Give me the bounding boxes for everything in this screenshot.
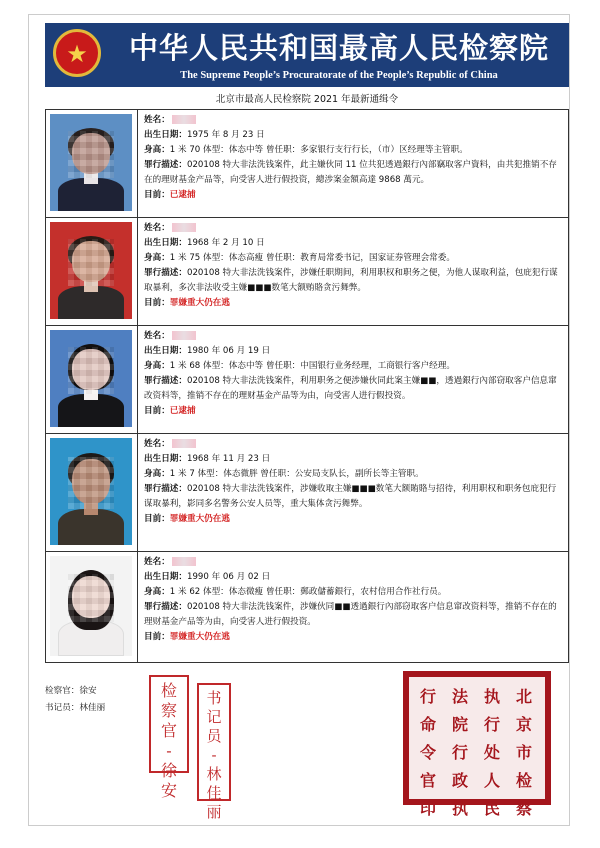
seal-column: 北 京 市 检 察	[515, 687, 532, 818]
body-label: 身高：	[144, 469, 170, 479]
prosecutor-signature-stamp: 检 察 官 - 徐 安	[149, 675, 189, 773]
seal-column: 法 院 行 政 执	[451, 687, 468, 818]
wanted-notice-sheet	[28, 14, 570, 826]
person-photo	[50, 222, 132, 319]
name-label: 姓名：	[144, 557, 170, 567]
header-title: 中华人民共和国最高人民检察院	[128, 31, 549, 65]
national-emblem-icon: ★	[53, 29, 101, 77]
body-description: 1 米 68 体型：体态中等 曾任职：中国银行业务经理，工商银行客户经理。	[169, 361, 455, 371]
status-badge: 已逮捕	[169, 406, 196, 416]
crime-description: 020108 特大非法洗钱案件，利用职务之便涉嫌伙同此案主嫌■■，透過銀行內部窃取客户信息窜改资料等，推销不存在的理财基金产品等为由，向受害人进行假投资。	[144, 376, 557, 401]
seal-column: 行 命 令 官 印	[419, 687, 436, 818]
wanted-table	[45, 109, 569, 663]
birth-date: 1980 年 06 月 19 日	[186, 346, 271, 356]
person-photo	[50, 556, 132, 656]
name-label: 姓名：	[144, 331, 170, 341]
redacted-name	[172, 557, 196, 566]
birth-date: 1968 年 11 月 23 日	[186, 454, 271, 464]
crime-label: 罪行描述：	[144, 602, 187, 612]
crime-description: 020108 特大非法洗钱案件，此主嫌伙同 11 位共犯透過銀行內部竊取客户資料，由共犯推销不存在的理财基金产品等，向受害人进行假投资，總涉案金額高達 9868 萬元。	[144, 160, 557, 185]
redacted-name	[172, 115, 196, 124]
notice-title: 北京市最高人民检察院 2021 年最新通缉令	[215, 94, 399, 105]
name-label: 姓名：	[144, 223, 170, 233]
status-badge: 罪嫌重大仍在逃	[169, 514, 230, 524]
body-description: 1 米 62 体型：体态微瘦 曾任职：郵政儲蓄銀行，农村信用合作社行员。	[169, 587, 447, 597]
birth-label: 出生日期：	[144, 572, 187, 582]
birth-label: 出生日期：	[144, 130, 187, 140]
officials-block	[45, 683, 105, 717]
header-subtitle: The Supreme People’s Procuratorate of the People’s Republic of China	[180, 70, 498, 81]
crime-label: 罪行描述：	[144, 484, 187, 494]
body-description: 1 米 75 体型：体态高瘦 曾任职：教育局常委书记，国家证券管理会常委。	[169, 253, 455, 263]
redacted-name	[172, 439, 196, 448]
body-description: 1 米 7 体型：体态微胖 曾任职：公安局支队长，副所长等主管职。	[169, 469, 424, 479]
clerk-signature-stamp: 书 记 员 - 林 佳 丽	[197, 683, 231, 801]
redacted-name	[172, 223, 196, 232]
crime-label: 罪行描述：	[144, 376, 187, 386]
body-label: 身高：	[144, 361, 170, 371]
crime-description: 020108 特大非法洗钱案件，涉嫌任职期间，利用职权和职务之便，为他人谋取利益，包庇犯行谋取暴利，多次非法收受主嫌■■■数笔大额贿賂贪污舞弊。	[144, 268, 558, 293]
crime-description: 020108 特大非法洗钱案件，涉嫌伙同■■透過銀行內部窃取客户信息窜改资料等，推销不存在的理财基金产品等为由，向受害人进行假投资。	[144, 602, 557, 627]
name-label: 姓名：	[144, 115, 170, 125]
person-photo	[50, 114, 132, 211]
person-row	[46, 552, 568, 662]
birth-label: 出生日期：	[144, 454, 187, 464]
crime-label: 罪行描述：	[144, 160, 187, 170]
clerk-name: 林佳丽	[79, 703, 106, 713]
body-description: 1 米 70 体型：体态中等 曾任职：多家银行支行行长，（市）区经理等主管职。	[169, 145, 468, 155]
name-label: 姓名：	[144, 439, 170, 449]
birth-date: 1975 年 8 月 23 日	[186, 130, 265, 140]
redacted-name	[172, 331, 196, 340]
birth-date: 1968 年 2 月 10 日	[186, 238, 265, 248]
body-label: 身高：	[144, 145, 170, 155]
person-photo	[50, 438, 132, 545]
status-label: 目前：	[144, 406, 170, 416]
status-badge: 已逮捕	[169, 190, 196, 200]
person-row	[46, 326, 568, 434]
seal-column: 执 行 处 人 民	[483, 687, 500, 818]
clerk-label: 书记员：	[45, 703, 80, 713]
birth-label: 出生日期：	[144, 346, 187, 356]
person-row	[46, 110, 568, 218]
prosecutor-label: 检察官：	[45, 686, 80, 696]
person-photo	[50, 330, 132, 427]
status-badge: 罪嫌重大仍在逃	[169, 298, 230, 308]
birth-label: 出生日期：	[144, 238, 187, 248]
status-label: 目前：	[144, 298, 170, 308]
official-seal	[403, 671, 551, 818]
prosecutor-name: 徐安	[79, 686, 97, 696]
birth-date: 1990 年 06 月 02 日	[186, 572, 271, 582]
person-row	[46, 434, 568, 552]
header-banner	[45, 23, 569, 87]
body-label: 身高：	[144, 587, 170, 597]
crime-label: 罪行描述：	[144, 268, 187, 278]
body-label: 身高：	[144, 253, 170, 263]
person-row	[46, 218, 568, 326]
status-label: 目前：	[144, 632, 170, 642]
status-label: 目前：	[144, 514, 170, 524]
status-label: 目前：	[144, 190, 170, 200]
status-badge: 罪嫌重大仍在逃	[169, 632, 230, 642]
crime-description: 020108 特大非法洗钱案件，涉嫌收取主嫌■■■数笔大额賄賂与招待，利用职权和职务包庇犯行谋取暴利，影同多名警务公安人员等，重大集体贪污舞弊。	[144, 484, 557, 509]
